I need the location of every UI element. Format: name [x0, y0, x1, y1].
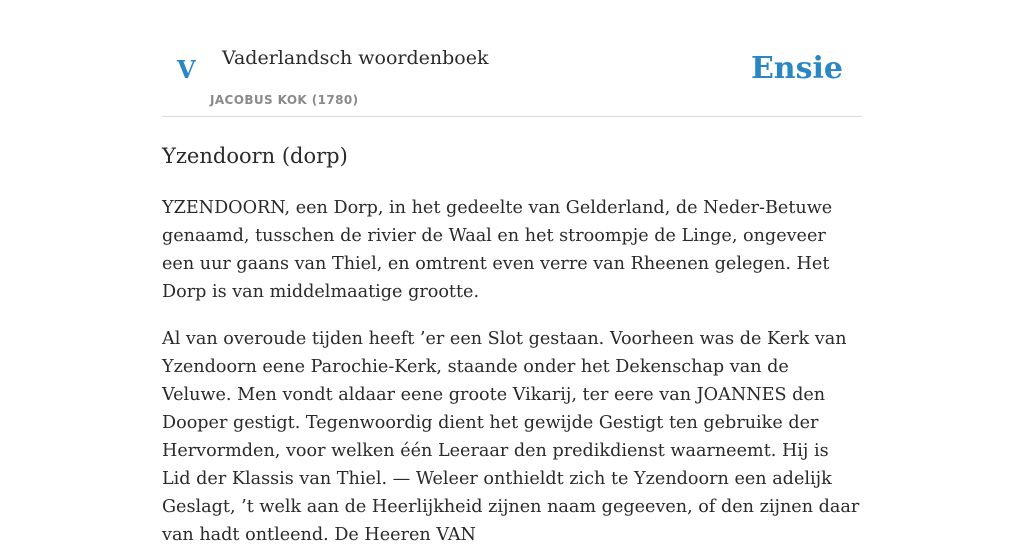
page-container	[162, 0, 862, 549]
entry-paragraph: YZENDOORN, een Dorp, in het gedeelte van Gelderland, de Neder-Betuwe genaamd, tusschen de rivier de Waal en het stroompje de Linge, ongeveer een uur gaans van Thiel, en omtrent even verre van Rheenen gelegen. Het Dorp is van middelmaatige grootte.	[162, 198, 833, 302]
site-logo[interactable]: Ensie	[750, 51, 843, 86]
entry-paragraph: Al van overoude tijden heeft ’er een Slot gestaan. Voorheen was de Kerk van Yzendoorn eene Parochie-Kerk, staande onder het Dekenschap van de Veluwe. Men vondt aldaar eene groote Vikarij, ter eere van JOANNES den Dooper gestigt. Tegenwoordig dient het gewijde Gestigt ten gebruike der Hervormden, voor welken één Leeraar den predikdienst waarneemt. Hij is Lid der Klassis van Thiel. — Weleer onthieldt zich te Yzendoorn een adelijk Geslagt, ’t welk aan de Heerlijkheid zijnen naam gegeeven, of den zijnen daar van hadt ontleend. De Heeren VAN	[162, 329, 860, 545]
page-title: Yzendoorn (dorp)	[162, 144, 348, 168]
book-letter-icon[interactable]: V	[177, 55, 196, 84]
book-title[interactable]: Vaderlandsch woordenboek	[222, 47, 489, 69]
entry-body	[162, 194, 862, 549]
book-author: JACOBUS KOK (1780)	[210, 93, 359, 107]
header	[162, 0, 862, 117]
